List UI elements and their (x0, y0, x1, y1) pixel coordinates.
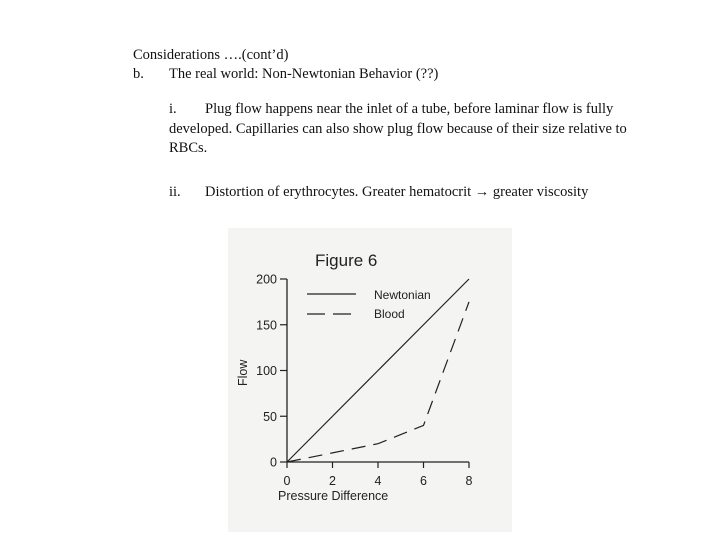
slide-heading: Considerations ….(cont’d) (133, 47, 289, 63)
x-tick-label: 2 (329, 474, 336, 488)
y-ticks (256, 273, 287, 470)
item-b-label: b. (133, 66, 144, 82)
subitem-i (169, 100, 629, 159)
flow-chart (228, 228, 512, 532)
subitem-ii (169, 183, 629, 203)
y-tick-label: 150 (256, 318, 277, 333)
y-axis-label: Flow (236, 359, 250, 386)
x-tick-label: 6 (420, 474, 427, 488)
y-tick-label: 0 (270, 455, 277, 470)
subitem-ii-text-before: Distortion of erythrocytes. Greater hematocrit (205, 184, 475, 200)
x-tick-label: 8 (465, 474, 473, 488)
y-tick-label: 100 (256, 364, 277, 378)
figure-6 (228, 228, 512, 532)
x-ticks (284, 462, 473, 488)
subitem-ii-text-after: greater viscosity (489, 184, 589, 200)
series-blood (287, 302, 469, 462)
subitem-i-label: i. (169, 101, 177, 117)
item-b-text: The real world: Non-Newtonian Behavior (??) (169, 66, 439, 82)
arrow-right-icon: → (474, 184, 490, 200)
subitem-ii-label: ii. (169, 184, 181, 200)
y-tick-label: 200 (256, 272, 277, 287)
x-axis-label: Pressure Difference (278, 489, 389, 503)
legend-blood-label: Blood (374, 307, 405, 321)
y-tick-label: 50 (263, 409, 277, 424)
x-tick-label: 0 (283, 474, 291, 488)
figure-title: Figure 6 (315, 251, 378, 270)
x-tick-label: 4 (374, 474, 382, 488)
subitem-i-text: Plug flow happens near the inlet of a tube, before laminar flow is fully developed. Capillaries can also show plug flow because of their size relative to RBCs. (169, 101, 627, 156)
legend-newtonian-label: Newtonian (374, 288, 431, 302)
